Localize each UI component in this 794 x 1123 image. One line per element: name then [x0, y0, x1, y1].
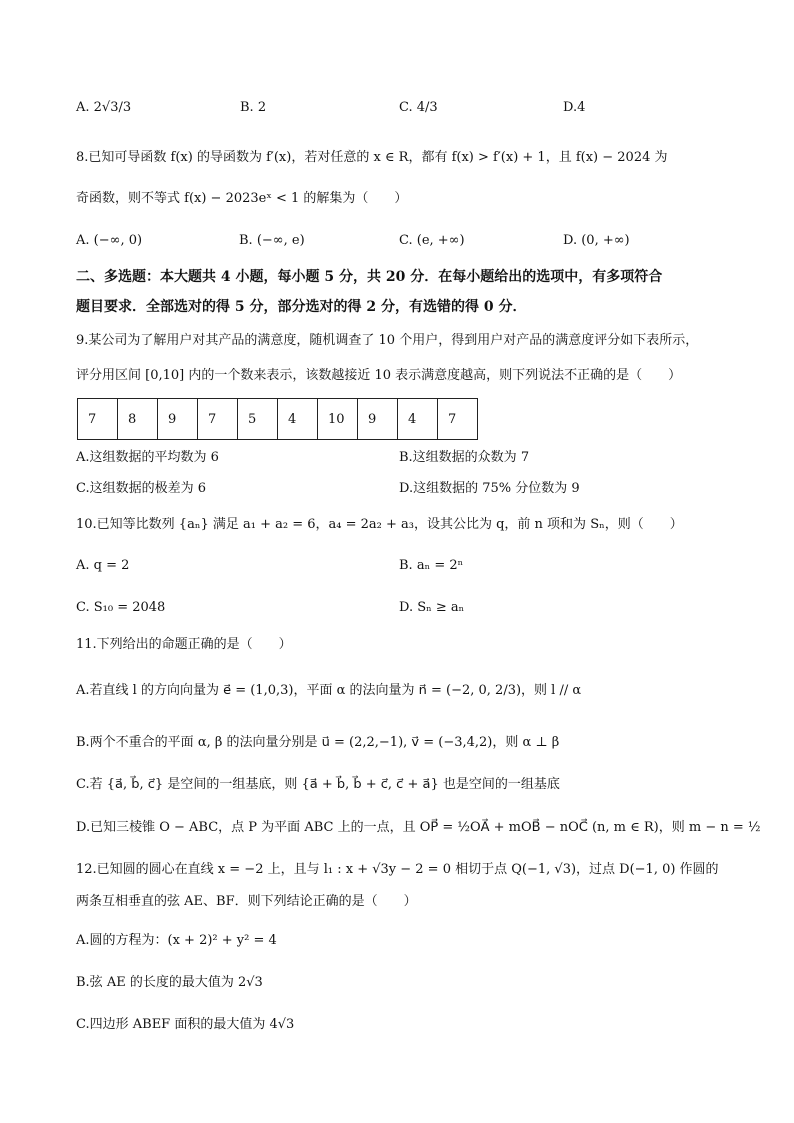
section2-heading-line2: 题目要求．全部选对的得 5 分，部分选对的得 2 分，有选错的得 0 分．: [76, 299, 527, 315]
q7-option-a: A. 2√3/3: [76, 100, 132, 115]
score-cell: 7: [198, 399, 238, 440]
table-row: [78, 399, 478, 440]
q8-option-d: D. (0, +∞): [563, 233, 630, 248]
q8-option-a: A. (−∞, 0): [76, 233, 143, 248]
q12-option-c: C.四边形 ABEF 面积的最大值为 4√3: [76, 1017, 295, 1032]
q8-stem-line2: 奇函数，则不等式 f(x) − 2023eˣ < 1 的解集为（ ）: [76, 191, 408, 206]
q11-option-d: D.已知三棱锥 O − ABC，点 P 为平面 ABC 上的一点，且 OP⃗ = ½OA⃗ + mOB⃗ − nOC⃗ (n, m ∈ R)，则 m − n = ½: [76, 820, 761, 835]
q10-option-b: B. aₙ = 2ⁿ: [399, 558, 464, 573]
score-cell: 9: [358, 399, 398, 440]
q12-stem-line2: 两条互相垂直的弦 AE、BF．则下列结论正确的是（ ）: [76, 894, 417, 909]
q7-option-d: D.4: [563, 100, 586, 115]
q7-option-c: C. 4/3: [399, 100, 438, 115]
score-cell: 4: [278, 399, 318, 440]
q10-option-c: C. S₁₀ = 2048: [76, 600, 166, 615]
score-cell: 7: [78, 399, 118, 440]
q8-stem-line1: 8.已知可导函数 f(x) 的导函数为 f′(x)，若对任意的 x ∈ R，都有 f(x) > f′(x) + 1，且 f(x) − 2024 为: [76, 150, 668, 165]
q9-score-table: [77, 398, 478, 440]
q9-option-c: C.这组数据的极差为 6: [76, 481, 207, 496]
score-cell: 9: [158, 399, 198, 440]
q8-option-c: C. (e, +∞): [399, 233, 465, 248]
q11-option-a: A.若直线 l 的方向向量为 e⃗ = (1,0,3)，平面 α 的法向量为 n⃗ = (−2, 0, 2/3)，则 l // α: [76, 683, 582, 698]
score-cell: 10: [318, 399, 358, 440]
q10-option-d: D. Sₙ ≥ aₙ: [399, 600, 465, 615]
score-cell: 4: [398, 399, 438, 440]
q9-option-a: A.这组数据的平均数为 6: [76, 450, 219, 465]
score-cell: 5: [238, 399, 278, 440]
q10-stem: 10.已知等比数列 {aₙ} 满足 a₁ + a₂ = 6，a₄ = 2a₂ + a₃，设其公比为 q，前 n 项和为 Sₙ，则（ ）: [76, 517, 683, 532]
q11-stem: 11.下列给出的命题正确的是（ ）: [76, 637, 292, 652]
score-cell: 8: [118, 399, 158, 440]
q11-option-c: C.若 {a⃗, b⃗, c⃗} 是空间的一组基底，则 {a⃗ + b⃗, b⃗ + c⃗, c⃗ + a⃗} 也是空间的一组基底: [76, 777, 560, 792]
q9-option-b: B.这组数据的众数为 7: [399, 450, 530, 465]
q9-stem-line2: 评分用区间 [0,10] 内的一个数来表示，该数越接近 10 表示满意度越高，则下列说法不正确的是（ ）: [76, 368, 682, 383]
q9-stem-line1: 9.某公司为了解用户对其产品的满意度，随机调查了 10 个用户，得到用户对产品的满意度评分如下表所示，: [76, 333, 699, 348]
q7-option-b: B. 2: [240, 100, 267, 115]
q10-option-a: A. q = 2: [76, 558, 130, 573]
q12-option-a: A.圆的方程为：(x + 2)² + y² = 4: [76, 933, 277, 948]
q9-option-d: D.这组数据的 75% 分位数为 9: [399, 481, 580, 496]
score-cell: 7: [438, 399, 478, 440]
q12-option-b: B.弦 AE 的长度的最大值为 2√3: [76, 975, 263, 990]
q12-stem-line1: 12.已知圆的圆心在直线 x = −2 上，且与 l₁ : x + √3y − 2 = 0 相切于点 Q(−1, √3)，过点 D(−1, 0) 作圆的: [76, 862, 719, 877]
section2-heading-line1: 二、多选题：本大题共 4 小题，每小题 5 分，共 20 分．在每小题给出的选项中，有多项符合: [76, 269, 663, 285]
q11-option-b: B.两个不重合的平面 α, β 的法向量分别是 u⃗ = (2,2,−1), v⃗ = (−3,4,2)，则 α ⊥ β: [76, 735, 560, 750]
q8-option-b: B. (−∞, e): [239, 233, 305, 248]
